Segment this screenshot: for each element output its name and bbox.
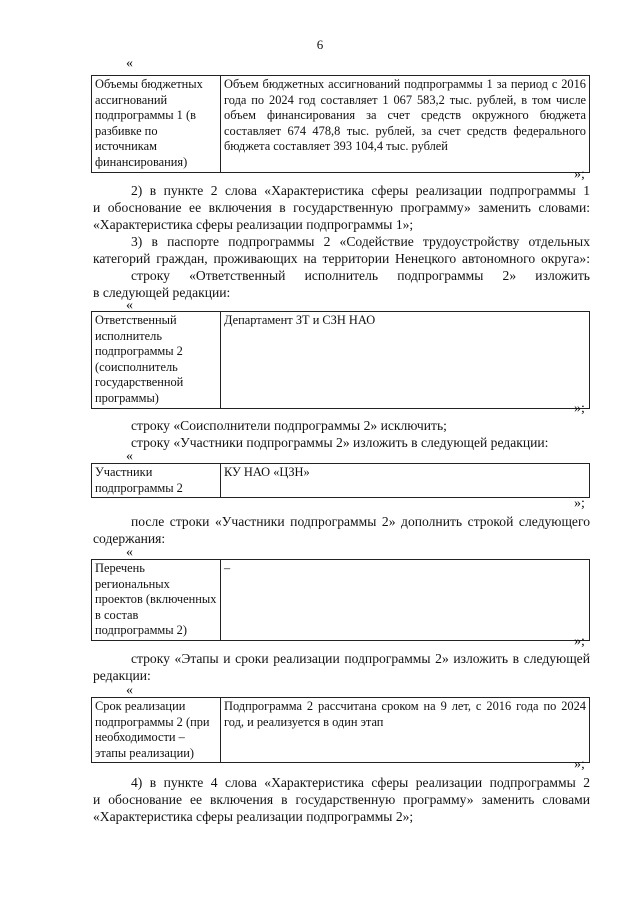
paragraph-line: редакции: [93,668,151,683]
table-regional-projects [91,559,590,641]
paragraph-line: строку «Этапы и сроки реализации подпрограммы 2» изложить в следующей [131,651,590,666]
table-label-cell: Срок реализации подпрограммы 2 (при необходимости – этапы реализации) [92,698,221,763]
table-label-cell: Участники подпрограммы 2 [92,464,221,498]
open-quote: « [126,298,133,313]
table-label-cell: Ответственный исполнитель подпрограммы 2 (соисполнитель государственной программы) [92,312,221,409]
paragraph-line: 2) в пункте 2 слова «Характеристика сферы реализации подпрограммы 1 [131,183,590,198]
open-quote: « [126,56,133,71]
paragraph-line: «Характеристика сферы реализации подпрограммы 2»; [93,809,414,824]
page-number: 6 [316,37,324,52]
table-participants [91,463,590,498]
paragraph-line: 3) в паспорте подпрограммы 2 «Содействие трудоустройству отдельных [131,234,590,249]
table-label-cell: Объемы бюджетных ассигнований подпрограммы 1 (в разбивке по источникам финансирования) [92,76,221,173]
table-label-cell: Перечень региональных проектов (включенных в состав подпрограммы 2) [92,560,221,641]
table-value-cell: – [221,560,590,641]
close-quote: »; [574,634,585,649]
open-quote: « [126,449,133,464]
close-quote: »; [574,496,585,511]
paragraph-line: категорий граждан, проживающих на территории Ненецкого автономного округа»: [93,251,590,266]
table-value-cell: Подпрограмма 2 рассчитана сроком на 9 лет, с 2016 года по 2024 год, и реализуется в один этап [221,698,590,763]
close-quote: »; [574,757,585,772]
close-quote: »; [574,167,585,182]
table-budget-allocations [91,75,590,173]
close-quote: »; [574,401,585,416]
paragraph-line: «Характеристика сферы реализации подпрограммы 1»; [93,217,414,232]
open-quote: « [126,545,133,560]
table-value-cell: Объем бюджетных ассигнований подпрограммы 1 за период с 2016 года по 2024 год составляет 1 067 583,2 тыс. рублей, в том числе объем финансирования за счет средств окружного бюджета составляет 674 478,8 тыс. рублей, за счет средств федерального бюджета составляет 393 104,4 тыс. рублей [221,76,590,173]
paragraph-line: строку «Участники подпрограммы 2» изложить в следующей редакции: [131,435,549,450]
paragraph-line: 4) в пункте 4 слова «Характеристика сферы реализации подпрограммы 2 [131,775,590,790]
paragraph-line: после строки «Участники подпрограммы 2» дополнить строкой следующего [131,514,590,529]
paragraph-line: содержания: [93,531,166,546]
paragraph-line: в следующей редакции: [93,285,231,300]
paragraph-line: и обоснование ее включения в государственную программу» заменить словами: [93,200,590,215]
table-value-cell: КУ НАО «ЦЗН» [221,464,590,498]
table-value-cell: Департамент ЗТ и СЗН НАО [221,312,590,409]
open-quote: « [126,683,133,698]
table-responsible-executor [91,311,590,409]
paragraph-line: строку «Ответственный исполнитель подпрограммы 2» изложить [131,268,590,283]
paragraph-line: строку «Соисполнители подпрограммы 2» исключить; [131,418,447,433]
paragraph-line: и обоснование ее включения в государственную программу» заменить словами [93,792,590,807]
table-implementation-period [91,697,590,763]
